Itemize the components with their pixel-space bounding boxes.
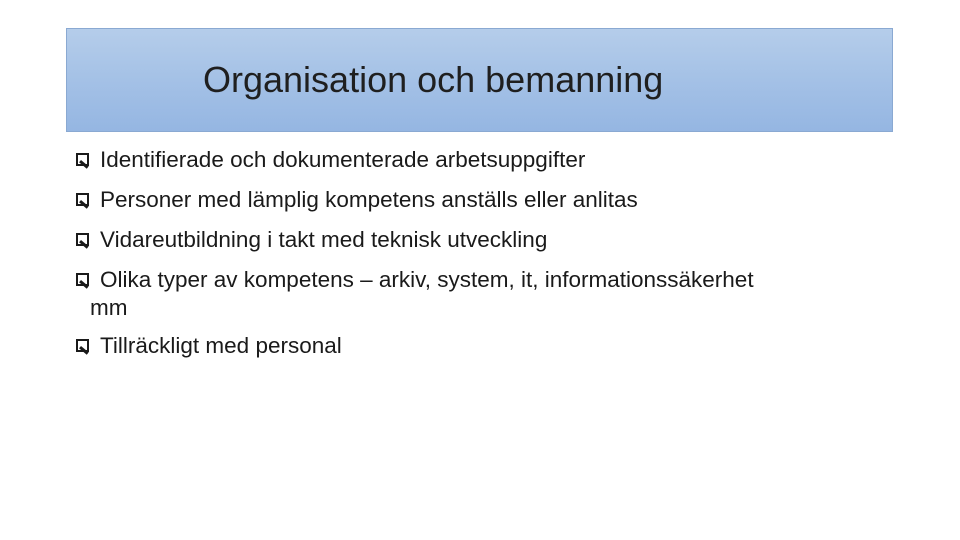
list-item	[76, 332, 896, 360]
bullet-text: Identifierade och dokumenterade arbetsuppgifter	[100, 147, 586, 172]
bullet-text: Personer med lämplig kompetens anställs eller anlitas	[100, 187, 638, 212]
bullet-text: Tillräckligt med personal	[100, 333, 342, 358]
title-banner	[66, 28, 893, 132]
bullet-text: Olika typer av kompetens – arkiv, system, it, informationssäkerhet	[100, 267, 754, 292]
hollow-square-bullet-icon	[76, 233, 89, 246]
list-item	[76, 266, 896, 322]
list-item	[76, 226, 896, 254]
bullet-text: Vidareutbildning i takt med teknisk utveckling	[100, 227, 548, 252]
hollow-square-bullet-icon	[76, 273, 89, 286]
slide-title: Organisation och bemanning	[203, 59, 664, 100]
list-item	[76, 186, 896, 214]
hollow-square-bullet-icon	[76, 339, 89, 352]
hollow-square-bullet-icon	[76, 193, 89, 206]
bullet-continuation-text: mm	[90, 295, 128, 320]
hollow-square-bullet-icon	[76, 153, 89, 166]
list-item	[76, 146, 896, 174]
bullet-list	[76, 146, 896, 372]
